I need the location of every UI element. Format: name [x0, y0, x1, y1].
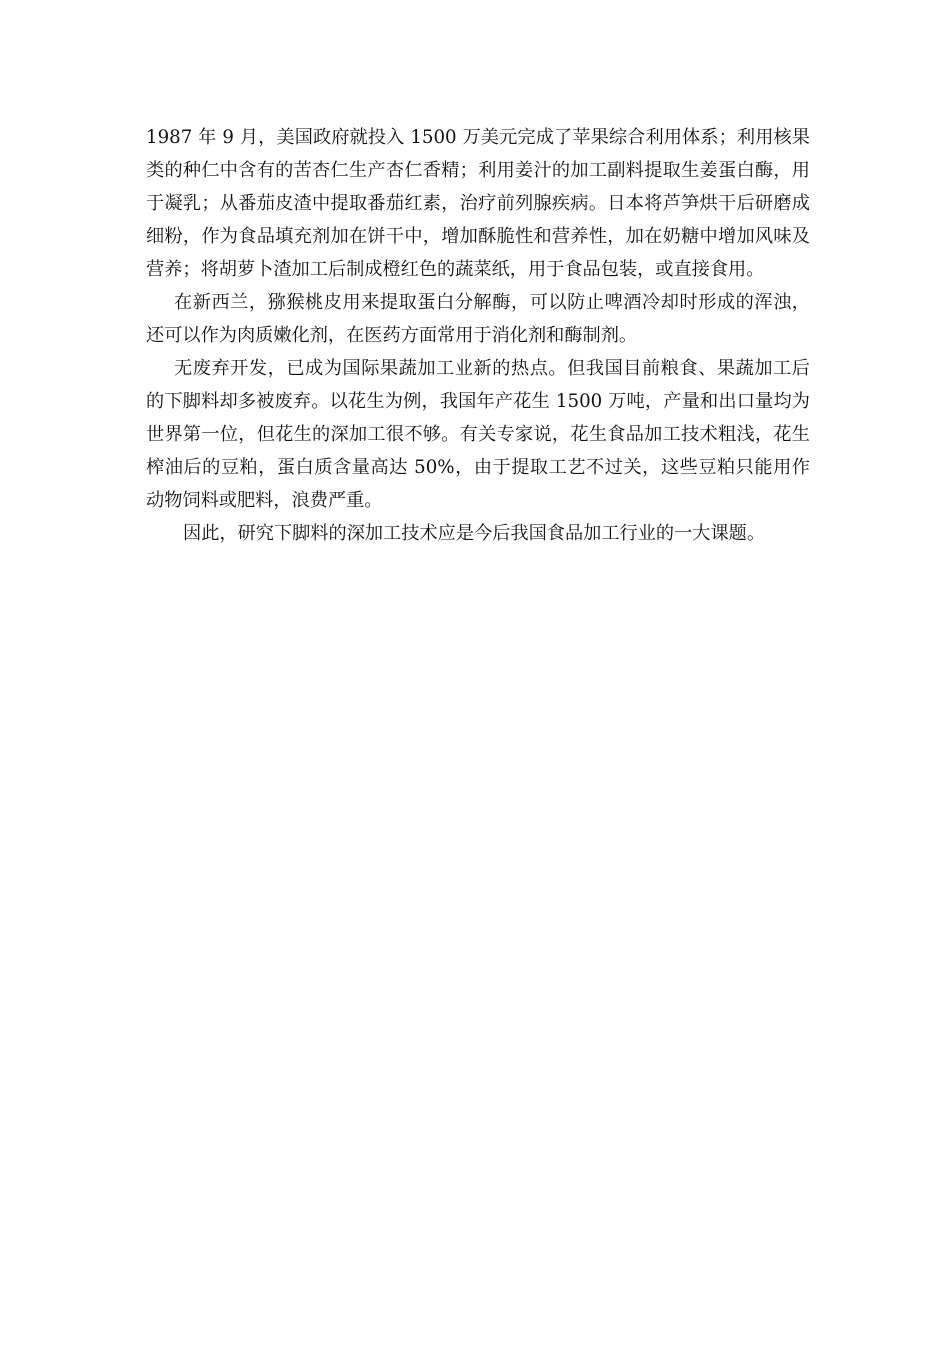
- document-body: [146, 121, 810, 550]
- paragraph-apple-utilization: 1987 年 9 月，美国政府就投入 1500 万美元完成了苹果综合利用体系；利用核果类的种仁中含有的苦杏仁生产杏仁香精；利用姜汁的加工副料提取生姜蛋白酶，用于凝乳；从番茄皮渣中提取番茄红素，治疗前列腺疾病。日本将芦笋烘干后研磨成细粉，作为食品填充剂加在饼干中，增加酥脆性和营养性，加在奶糖中增加风味及营养；将胡萝卜渣加工后制成橙红色的蔬菜纸，用于食品包装，或直接食用。: [146, 127, 810, 280]
- paragraph-waste-free-development: 无废弃开发，已成为国际果蔬加工业新的热点。但我国目前粮食、果蔬加工后的下脚料却多被废弃。以花生为例，我国年产花生 1500 万吨，产量和出口量均为世界第一位，但花生的深加工很不够。有关专家说，花生食品加工技术粗浅，花生榨油后的豆粕，蛋白质含量高达 50%，由于提取工艺不过关，这些豆粕只能用作动物饲料或肥料，浪费严重。: [146, 358, 810, 511]
- paragraph-conclusion: 因此，研究下脚料的深加工技术应是今后我国食品加工行业的一大课题。: [183, 523, 766, 544]
- paragraph-kiwi-peel: 在新西兰，猕猴桃皮用来提取蛋白分解酶，可以防止啤酒冷却时形成的浑浊，还可以作为肉质嫩化剂，在医药方面常用于消化剂和酶制剂。: [146, 292, 810, 346]
